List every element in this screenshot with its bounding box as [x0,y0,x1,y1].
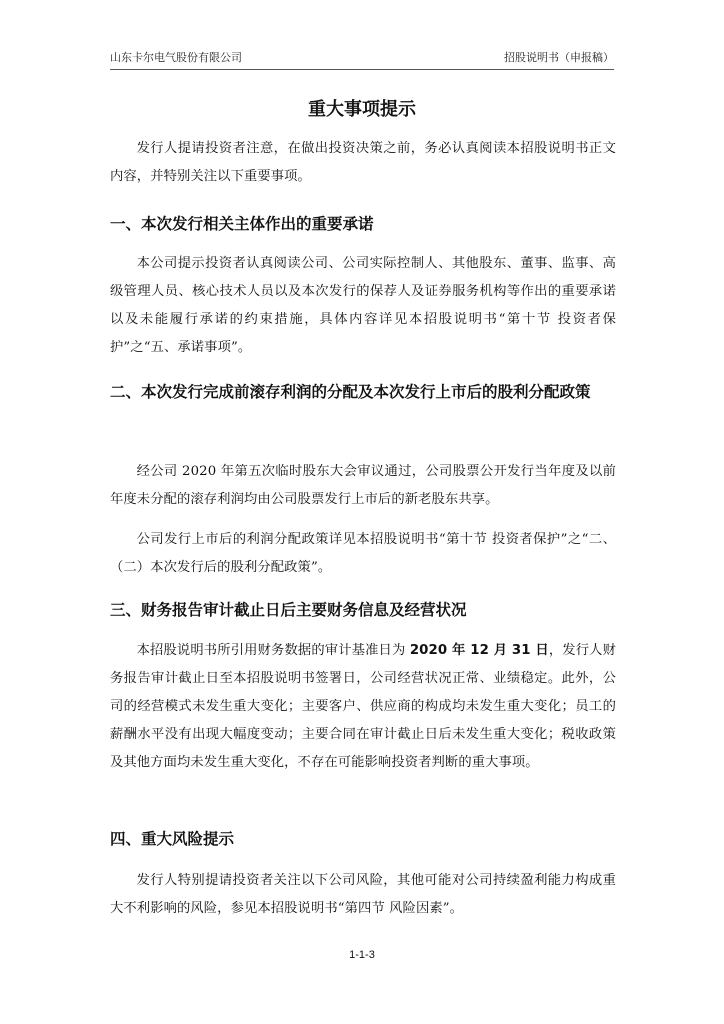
page-number: 1-1-3 [349,949,375,961]
section-3-text-after: ，发行人财务报告审计截止日至本招股说明书签署日，公司经营状况正常、业绩稳定。此外，公司的经营模式未发生重大变化；主要客户、供应商的构成均未发生重大变化；员工的薪酬水平没有出现大幅度变动；主要合同在审计截止日后未发生重大变化；税收政策及其他方面均未发生重大变化，不存在可能影响投资者判断的重大事项。 [110,643,617,770]
section-2-paragraph-2: 公司发行上市后的利润分配政策详见本招股说明书“第十节 投资者保护”之“二、（二）本次发行后的股利分配政策”。 [110,532,616,575]
section-3-heading: 三、财务报告审计截止日后主要财务信息及经营状况 [110,601,467,619]
section-4-heading: 四、重大风险提示 [110,830,235,848]
audit-base-date: 2020 年 12 月 31 日 [409,643,549,658]
section-1-paragraph: 本公司提示投资者认真阅读公司、公司实际控制人、其他股东、董事、监事、高级管理人员、核心技术人员以及本次发行的保荐人及证券服务机构等作出的重要承诺以及未能履行承诺的约束措施，具体内容详见本招股说明书“第十节 投资者保护”之“五、承诺事项”。 [110,256,616,355]
intro-paragraph: 发行人提请投资者注意，在做出投资决策之前，务必认真阅读本招股说明书正文内容，并特别关注以下重要事项。 [110,141,616,184]
section-3-paragraph [110,637,616,777]
section-4-paragraph: 发行人特别提请投资者关注以下公司风险，其他可能对公司持续盈利能力构成重大不利影响的风险，参见本招股说明书“第四节 风险因素”。 [110,873,616,916]
header-company-name: 山东卡尔电气股份有限公司 [110,51,242,64]
page-title: 重大事项提示 [308,99,416,120]
section-1-heading: 一、本次发行相关主体作出的重要承诺 [110,215,374,233]
section-2-heading: 二、本次发行完成前滚存利润的分配及本次发行上市后的股利分配政策 [110,383,591,401]
header-document-type: 招股说明书（申报稿） [504,51,614,64]
page-header [110,50,614,66]
section-2-paragraph-1: 经公司 2020 年第五次临时股东大会审议通过，公司股票公开发行当年度及以前年度未分配的滚存利润均由公司股票发行上市后的新老股东共享。 [110,464,616,507]
section-3-text-before: 本招股说明书所引用财务数据的审计基准日为 [136,643,410,658]
header-divider [110,69,614,70]
